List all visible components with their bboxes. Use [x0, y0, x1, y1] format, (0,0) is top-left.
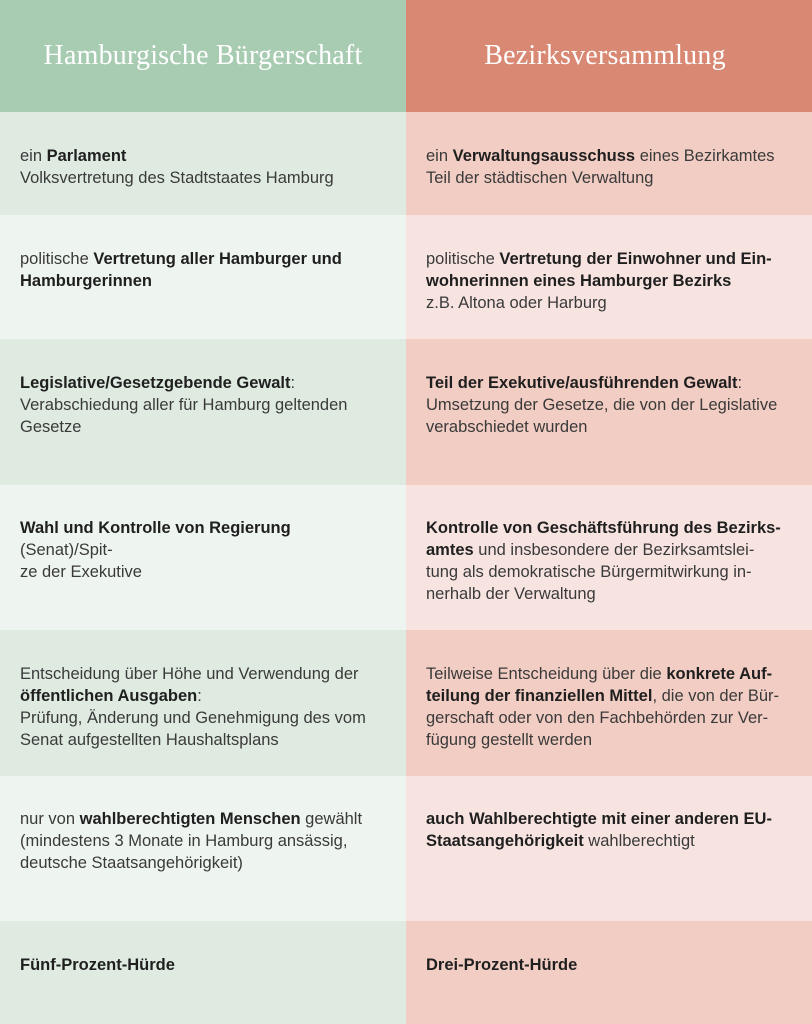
text-bold: Kontrolle von Geschäftsführung des Bezirks- [426, 519, 781, 537]
table-header [0, 0, 812, 112]
text-line [426, 663, 784, 685]
text-bold: Vertretung der Einwohner und Ein- [499, 250, 772, 268]
text: nur von [20, 810, 80, 828]
text-line [426, 248, 784, 270]
text-line [20, 808, 386, 830]
text: eines Bezirkamtes [635, 147, 775, 165]
cell-bezirksversammlung [406, 921, 812, 1024]
text-bold: Drei-Prozent-Hürde [426, 956, 578, 974]
text-bold: Teil der Exekutive/ausführenden Gewalt [426, 374, 738, 392]
text-bold: Hamburgerinnen [20, 272, 153, 290]
text-line [20, 685, 386, 707]
text-line [426, 372, 784, 394]
header-bezirksversammlung: Bezirksversammlung [406, 0, 812, 112]
text-bold: wahlberechtigten Menschen [79, 810, 301, 828]
text: : [197, 687, 202, 705]
cell-bezirksversammlung [406, 776, 812, 921]
text-line [426, 954, 784, 976]
text-bold: teilung der finanziellen Mittel [426, 687, 653, 705]
text-line: Gesetze [20, 418, 82, 436]
text: gewählt [300, 810, 363, 828]
text-line [20, 248, 386, 270]
cell-buergerschaft [0, 215, 406, 339]
cell-buergerschaft [0, 339, 406, 485]
text-bold: Fünf-Prozent-Hürde [20, 956, 175, 974]
text-line: fügung gestellt werden [426, 731, 593, 749]
cell-buergerschaft [0, 112, 406, 215]
cell-buergerschaft [0, 776, 406, 921]
text-bold: konkrete Auf- [666, 665, 773, 683]
text-line [20, 372, 386, 394]
text: ein [426, 147, 453, 165]
text: ein [20, 147, 47, 165]
text-line: deutsche Staatsangehörigkeit) [20, 854, 243, 872]
text: : [290, 374, 296, 392]
text-line [426, 685, 784, 707]
text-line: Verabschiedung aller für Hamburg geltenden [20, 396, 348, 414]
text-line [20, 517, 386, 561]
text: politische [20, 250, 94, 268]
text-line: Senat aufgestellten Haushaltsplans [20, 731, 279, 749]
text-line [20, 145, 386, 167]
cell-bezirksversammlung [406, 339, 812, 485]
text: politische [426, 250, 500, 268]
text-line: tung als demokratische Bürgermitwirkung in- [426, 563, 752, 581]
text-line: nerhalb der Verwaltung [426, 585, 596, 603]
table-row [0, 339, 812, 485]
table-row [0, 921, 812, 1024]
text-line: Entscheidung über Höhe und Verwendung der [20, 665, 359, 683]
text: und insbesondere der Bezirksamtslei- [473, 541, 755, 559]
text-line: gerschaft oder von den Fachbehörden zur Ver- [426, 709, 769, 727]
text-line [426, 145, 784, 167]
text-line: ze der Exekutive [20, 563, 142, 581]
text: , die von der Bür- [652, 687, 779, 705]
table-row [0, 776, 812, 921]
table-row [0, 215, 812, 339]
text-bold: Legislative/Gesetzgebende Gewalt [20, 374, 291, 392]
text-line [20, 954, 386, 976]
cell-buergerschaft [0, 921, 406, 1024]
text-line [20, 270, 386, 292]
text: wahlberechtigt [583, 832, 695, 850]
text: (Senat)/Spit- [20, 541, 113, 559]
table-row [0, 630, 812, 776]
text-line [426, 517, 784, 539]
text-line: Prüfung, Änderung und Genehmigung des vom [20, 709, 366, 727]
cell-buergerschaft [0, 630, 406, 776]
cell-bezirksversammlung [406, 630, 812, 776]
text-line: z.B. Altona oder Harburg [426, 294, 607, 312]
text-line: Volksvertretung des Stadtstaates Hamburg [20, 169, 334, 187]
text-bold: amtes [426, 541, 474, 559]
text-line: Teil der städtischen Verwaltung [426, 169, 654, 187]
text-bold: Parlament [46, 147, 127, 165]
text-line: (mindestens 3 Monate in Hamburg ansässig, [20, 832, 348, 850]
text-bold: Verwaltungsausschuss [452, 147, 636, 165]
cell-bezirksversammlung [406, 485, 812, 630]
text: : [737, 374, 743, 392]
table-row [0, 112, 812, 215]
text-bold: Wahl und Kontrolle von Regierung [20, 519, 291, 537]
text-line [426, 830, 784, 852]
cell-bezirksversammlung [406, 215, 812, 339]
table-row [0, 485, 812, 630]
text-line: Umsetzung der Gesetze, die von der Legislative [426, 396, 778, 414]
text-bold: öffentlichen Ausgaben [20, 687, 198, 705]
text-bold: wohnerinnen eines Hamburger Bezirks [426, 272, 732, 290]
text-bold: Staatsangehörigkeit [426, 832, 584, 850]
header-buergerschaft: Hamburgische Bürgerschaft [0, 0, 406, 112]
text: Teilweise Entscheidung über die [426, 665, 667, 683]
text-line [426, 808, 784, 830]
cell-buergerschaft [0, 485, 406, 630]
text-bold: Vertretung aller Hamburger und [93, 250, 342, 268]
text-line [426, 270, 784, 292]
text-bold: auch Wahlberechtigte mit einer anderen EU- [426, 810, 772, 828]
text-line [426, 539, 784, 561]
cell-bezirksversammlung [406, 112, 812, 215]
text-line: verabschiedet wurden [426, 418, 588, 436]
